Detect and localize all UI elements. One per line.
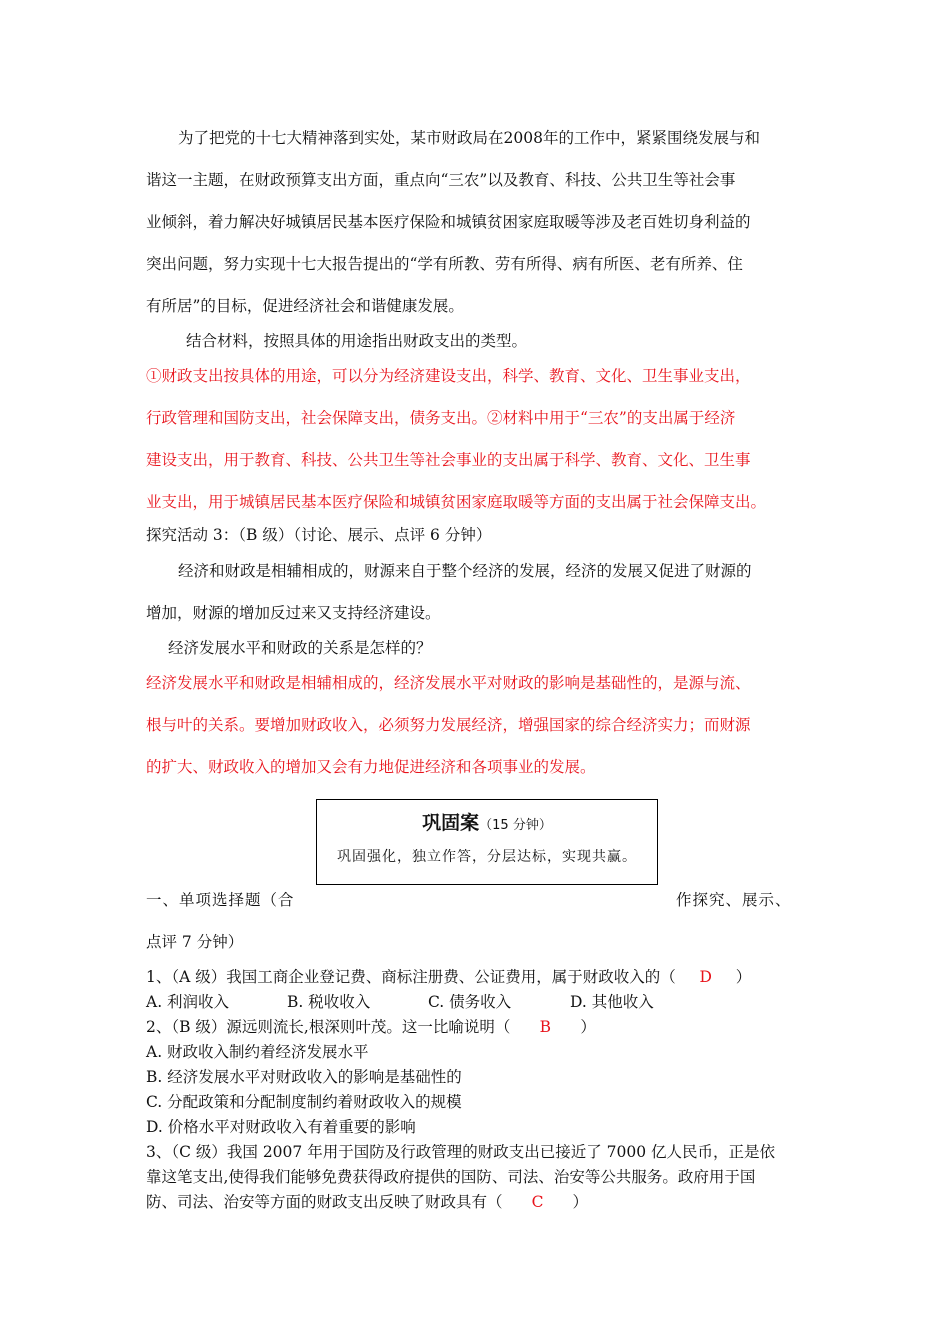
option-item: C. 分配政策和分配制度制约着财政收入的规模 [146, 1093, 462, 1111]
material-paragraph-line: 业倾斜，着力解决好城镇居民基本医疗保险和城镇贫困家庭取暖等涉及老百姓切身利益的 [146, 213, 751, 231]
question-2-stem [146, 1017, 596, 1037]
section-heading-right: 作探究、展示、 [676, 891, 792, 909]
option-item: C. 债务收入 [428, 993, 512, 1011]
consolidation-box [316, 799, 658, 885]
question-3-line: 靠这笔支出,使得我们能够免费获得政府提供的国防、司法、治安等公共服务。政府用于国 [146, 1168, 756, 1186]
question-3-last-line [146, 1192, 588, 1212]
material-paragraph-line: 增加，财源的增加反过来又支持经济建设。 [146, 604, 441, 622]
question-1-close: ） [735, 968, 752, 986]
question-3-close: ） [572, 1193, 589, 1211]
material-paragraph-line: 经济和财政是相辅相成的，财源来自于整个经济的发展，经济的发展又促进了财源的 [178, 562, 752, 580]
material-paragraph-line: 有所居”的目标，促进经济社会和谐健康发展。 [146, 297, 464, 315]
option-item: B. 税收收入 [287, 993, 371, 1011]
question-1-answer: D [699, 968, 712, 986]
option-item: D. 其他收入 [570, 993, 654, 1011]
material-paragraph-line: 为了把党的十七大精神落到实处，某市财政局在2008年的工作中，紧紧围绕发展与和 [178, 129, 760, 147]
answer-paragraph-line: 的扩大、财政收入的增加又会有力地促进经济和各项事业的发展。 [146, 758, 596, 776]
material-paragraph-line: 突出问题，努力实现十七大报告提出的“学有所教、劳有所得、病有所医、老有所养、住 [146, 255, 743, 273]
answer-paragraph-line: 经济发展水平和财政是相辅相成的，经济发展水平对财政的影响是基础性的，是源与流、 [146, 674, 751, 692]
question-2-stem-text: 2、（B 级）源远则流长,根深则叶茂。这一比喻说明（ [146, 1018, 511, 1036]
answer-paragraph-line: 建设支出，用于教育、科技、公共卫生等社会事业的支出属于科学、教育、文化、卫生事 [146, 451, 751, 469]
answer-paragraph-line: ①财政支出按具体的用途，可以分为经济建设支出，科学、教育、文化、卫生事业支出， [146, 367, 751, 385]
question-text: 经济发展水平和财政的关系是怎样的？ [168, 639, 432, 657]
consolidation-subtitle: 巩固强化，独立作答，分层达标，实现共赢。 [337, 849, 637, 865]
option-item: A. 利润收入 [146, 993, 230, 1011]
activity-heading: 探究活动 3：（B 级）（讨论、展示、点评 6 分钟） [146, 526, 492, 544]
option-item: A. 财政收入制约着经济发展水平 [146, 1043, 369, 1061]
option-item: B. 经济发展水平对财政收入的影响是基础性的 [146, 1068, 462, 1086]
consolidation-title-text: 巩固案 [422, 812, 480, 834]
consolidation-time: （15 分钟） [479, 818, 552, 833]
option-item: D. 价格水平对财政收入有着重要的影响 [146, 1118, 416, 1136]
section-heading-continued: 点评 7 分钟） [146, 933, 244, 951]
question-3-line: 3、（C 级）我国 2007 年用于国防及行政管理的财政支出已接近了 7000 亿人民币，正是依 [146, 1143, 776, 1161]
question-1-stem [146, 967, 751, 987]
question-2-answer: B [539, 1018, 552, 1036]
answer-paragraph-line: 业支出，用于城镇居民基本医疗保险和城镇贫困家庭取暖等方面的支出属于社会保障支出。 [146, 493, 767, 511]
question-1-stem-text: 1、（A 级）我国工商企业登记费、商标注册费、公证费用，属于财政收入的（ [146, 968, 676, 986]
section-heading-left: 一、单项选择题（合 [146, 891, 295, 909]
consolidation-title [317, 808, 657, 835]
answer-paragraph-line: 根与叶的关系。要增加财政收入，必须努力发展经济，增强国家的综合经济实力；而财源 [146, 716, 751, 734]
question-3-answer: C [531, 1193, 544, 1211]
question-3-last-text: 防、司法、治安等方面的财政支出反映了财政具有（ [146, 1193, 503, 1211]
answer-paragraph-line: 行政管理和国防支出，社会保障支出，债务支出。②材料中用于“三农”的支出属于经济 [146, 409, 736, 427]
question-2-close: ） [580, 1018, 596, 1036]
question-text: 结合材料，按照具体的用途指出财政支出的类型。 [186, 332, 528, 350]
material-paragraph-line: 谐这一主题，在财政预算支出方面，重点向“三农”以及教育、科技、公共卫生等社会事 [146, 171, 736, 189]
